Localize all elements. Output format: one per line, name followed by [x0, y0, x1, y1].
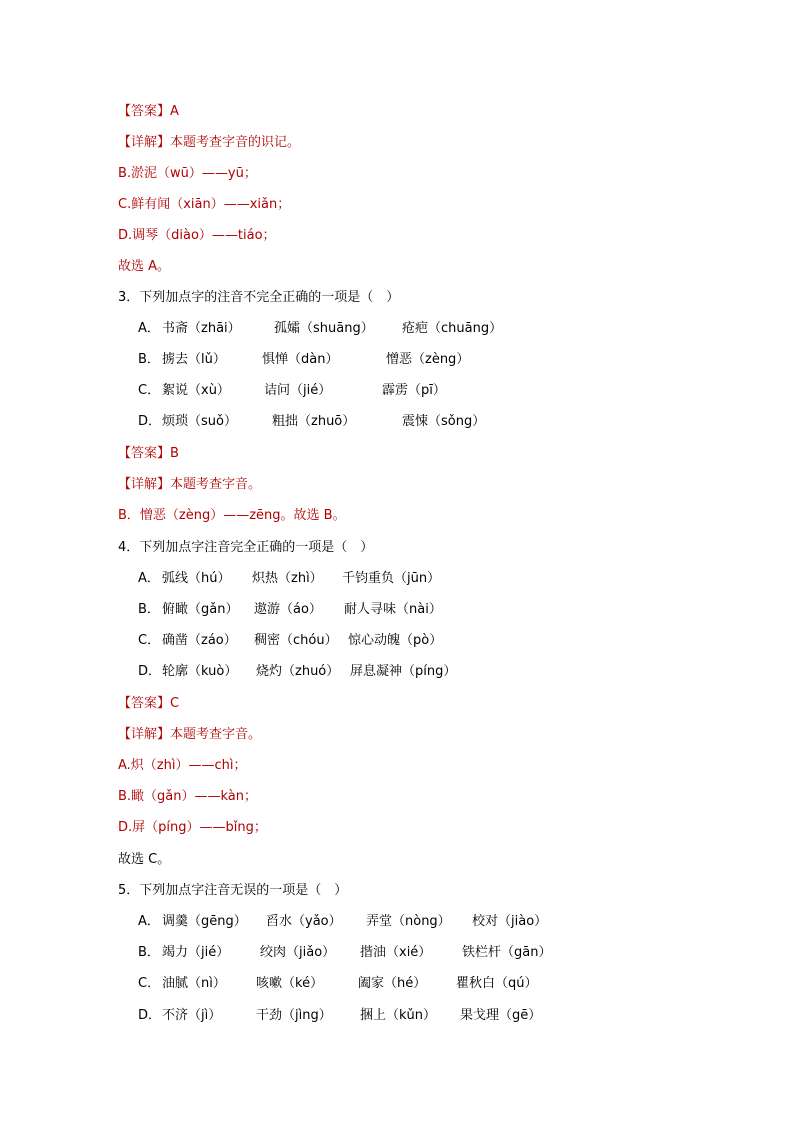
option-item: 咳嗽（ké） [256, 976, 324, 991]
option-item: 绞肉（jiǎo） [260, 945, 336, 960]
option-item: 憎恶（zèng） [386, 352, 470, 367]
question-5-option-a [138, 912, 598, 932]
question-3-option-b [138, 350, 578, 370]
option-item: 惧惮（dàn） [262, 352, 339, 367]
option-item: 炽热（zhì） [252, 571, 323, 586]
option-label: C． [138, 633, 161, 648]
option-item: 弄堂（nòng） [366, 914, 451, 929]
option-item: 诘问（jié） [264, 383, 332, 398]
question-3-option-c [138, 381, 578, 401]
option-item: 确凿（záo） [162, 633, 237, 648]
option-item: 疮疤（chuāng） [402, 321, 503, 336]
option-item: 瞿秋白（qú） [456, 976, 538, 991]
option-label: B． [138, 602, 160, 617]
option-item: 掳去（lǔ） [162, 352, 226, 367]
option-item: 舀水（yǎo） [266, 914, 342, 929]
option-label: D． [138, 664, 162, 679]
question-3-option-a [138, 319, 578, 339]
option-item: 油腻（nì） [162, 976, 226, 991]
detail-label: 【详解】本题考查字音。 [118, 477, 262, 492]
question-4-option-d [138, 662, 578, 682]
explanation-line: B．憎恶（zèng）——zēng。故选 B。 [118, 508, 346, 523]
explanation-line: A.炽（zhì）——chì； [118, 758, 247, 773]
option-item: 校对（jiào） [472, 914, 548, 929]
conclusion-line: 故选 C。 [118, 852, 171, 867]
question-4-stem: 4．下列加点字注音完全正确的一项是（ ） [118, 540, 374, 555]
detail-label: 【详解】本题考查字音。 [118, 727, 262, 742]
conclusion-line: 故选 A。 [118, 259, 171, 274]
explanation-line: D.屏（píng）——bǐng； [118, 820, 267, 835]
explanation-line: D.调琴（diào）——tiáo； [118, 228, 276, 243]
option-item: 稠密（chóu） [254, 633, 338, 648]
option-item: 果戈理（gē） [460, 1008, 542, 1023]
option-label: D． [138, 414, 162, 429]
option-label: A． [138, 571, 160, 586]
question-5-option-c [138, 974, 598, 994]
option-label: C． [138, 976, 161, 991]
option-item: 阖家（hé） [358, 976, 427, 991]
option-item: 俯瞰（gǎn） [162, 602, 239, 617]
option-item: 不济（jì） [162, 1008, 222, 1023]
option-label: B． [138, 352, 160, 367]
option-label: D． [138, 1008, 162, 1023]
option-item: 轮廓（kuò） [162, 664, 238, 679]
option-item: 粗拙（zhuō） [272, 414, 356, 429]
option-item: 惊心动魄（pò） [348, 633, 443, 648]
explanation-line: B.瞰（gǎn）——kàn； [118, 789, 258, 804]
explanation-line: B.淤泥（wū）——yū； [118, 166, 257, 181]
option-item: 铁栏杆（gān） [462, 945, 552, 960]
option-item: 耐人寻味（nài） [344, 602, 442, 617]
option-item: 屏息凝神（píng） [350, 664, 457, 679]
option-label: C． [138, 383, 161, 398]
option-item: 烧灼（zhuó） [256, 664, 340, 679]
option-item: 干劲（jìng） [256, 1008, 332, 1023]
option-item: 竭力（jié） [162, 945, 230, 960]
option-item: 弧线（hú） [162, 571, 231, 586]
answer-label: 【答案】B [118, 446, 179, 461]
answer-label: 【答案】A [118, 104, 179, 119]
option-label: A． [138, 321, 160, 336]
question-4-option-b [138, 600, 578, 620]
question-5-option-d [138, 1006, 598, 1026]
question-4-option-c [138, 631, 578, 651]
option-item: 捆上（kǔn） [360, 1008, 437, 1023]
option-item: 揩油（xié） [360, 945, 432, 960]
question-3-stem: 3．下列加点字的注音不完全正确的一项是（ ） [118, 290, 400, 305]
option-item: 霹雳（pī） [382, 383, 446, 398]
explanation-line: C.鲜有闻（xiān）——xiǎn； [118, 197, 291, 212]
option-label: A． [138, 914, 160, 929]
answer-label: 【答案】C [118, 696, 180, 711]
question-5-stem: 5．下列加点字注音无误的一项是（ ） [118, 883, 348, 898]
option-item: 调羹（gēng） [162, 914, 247, 929]
option-item: 遨游（áo） [254, 602, 322, 617]
detail-label: 【详解】本题考查字音的识记。 [118, 135, 301, 150]
question-5-option-b [138, 943, 598, 963]
option-item: 烦琐（suǒ） [162, 414, 237, 429]
option-item: 书斋（zhāi） [162, 321, 241, 336]
option-item: 絮说（xù） [162, 383, 230, 398]
option-label: B． [138, 945, 160, 960]
option-item: 震悚（sǒng） [402, 414, 486, 429]
option-item: 孤孀（shuāng） [274, 321, 374, 336]
option-item: 千钧重负（jūn） [342, 571, 441, 586]
question-3-option-d [138, 412, 578, 432]
question-4-option-a [138, 569, 578, 589]
